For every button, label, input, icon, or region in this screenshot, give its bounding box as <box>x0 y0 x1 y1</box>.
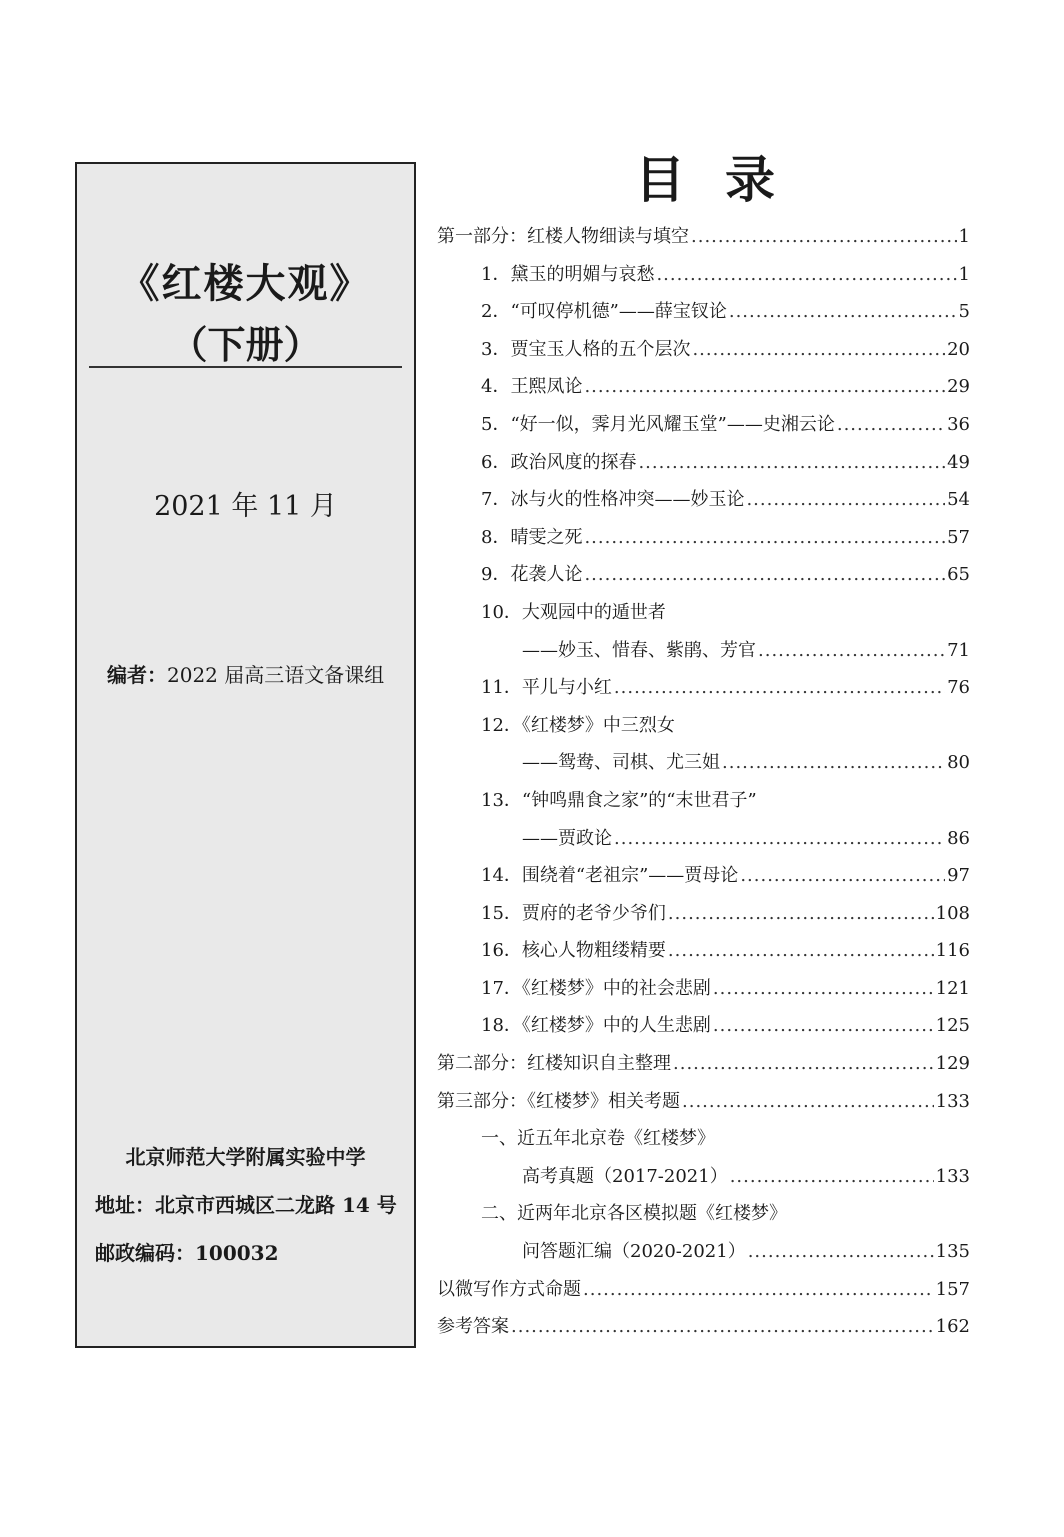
toc-entry-text: 4．王熙凤论 <box>481 376 583 398</box>
toc-entry <box>437 1120 970 1158</box>
toc-entry <box>437 556 970 594</box>
toc-page-number: 57 <box>947 526 970 548</box>
toc-page-number: 116 <box>935 940 970 962</box>
toc-page-number: 5 <box>958 301 970 323</box>
toc-leader-dots <box>614 669 945 707</box>
toc-entry <box>437 1083 970 1121</box>
address: 地址：北京市西城区二龙路 14 号 <box>95 1193 397 1217</box>
toc-entry <box>437 218 970 256</box>
toc-page-number: 86 <box>947 827 970 849</box>
toc-entry-text: ——鸳鸯、司棋、尤三姐 <box>522 752 720 774</box>
editor-value: 2022 届高三语文备课组 <box>167 663 385 687</box>
toc-entry-text: 2．“可叹停机德”——薛宝钗论 <box>481 301 727 323</box>
toc-entry-text: 15．贾府的老爷少爷们 <box>481 902 666 924</box>
toc-page-number: 162 <box>935 1316 970 1338</box>
toc-entry-text: 17．《红楼梦》中的社会悲剧 <box>481 977 711 999</box>
toc-page-number: 135 <box>935 1241 970 1263</box>
toc-title: 目录 <box>635 150 815 209</box>
toc-entry <box>437 669 970 707</box>
toc-page-number: 129 <box>935 1053 970 1075</box>
toc-leader-dots <box>722 744 945 782</box>
toc-entry-text: 9．花袭人论 <box>481 564 583 586</box>
toc-page-number: 108 <box>935 902 970 924</box>
toc-entry-text: 以微写作方式命题 <box>437 1278 581 1300</box>
toc-entry <box>437 331 970 369</box>
book-title: 《红楼大观》 <box>119 260 372 307</box>
toc-page-number: 71 <box>947 639 970 661</box>
toc-entry-text: 10．大观园中的遁世者 <box>481 601 666 623</box>
toc-page-number: 36 <box>947 413 970 435</box>
toc-page-number: 49 <box>947 451 970 473</box>
toc-page-number: 29 <box>947 376 970 398</box>
school-name: 北京师范大学附属实验中学 <box>125 1145 366 1169</box>
postcode: 邮政编码：100032 <box>95 1241 279 1265</box>
toc-leader-dots <box>584 519 945 557</box>
editor-line <box>107 659 384 688</box>
toc-entry-text: 第二部分：红楼知识自主整理 <box>437 1053 671 1075</box>
toc-entry <box>437 368 970 406</box>
toc-entry <box>437 594 970 632</box>
toc-entry <box>437 1271 970 1309</box>
toc-entry <box>437 895 970 933</box>
toc-leader-dots <box>638 444 945 482</box>
toc-entry <box>437 632 970 670</box>
toc-entry-text: 12．《红楼梦》中三烈女 <box>481 714 675 736</box>
toc-entry-text: 11．平儿与小红 <box>481 677 612 699</box>
toc-page-number: 133 <box>935 1165 970 1187</box>
toc-entry <box>437 406 970 444</box>
toc-leader-dots <box>614 820 945 858</box>
toc-entry-text: 一、近五年北京卷《红楼梦》 <box>481 1128 715 1150</box>
toc-page-number: 76 <box>947 677 970 699</box>
toc-page-number: 1 <box>958 263 970 285</box>
toc-leader-dots <box>729 293 957 331</box>
toc-page-number: 157 <box>935 1278 970 1300</box>
toc-list <box>437 218 970 1346</box>
toc-entry-text: 3．贾宝玉人格的五个层次 <box>481 338 691 360</box>
toc-leader-dots <box>511 1308 934 1346</box>
toc-entry-text: 第一部分：红楼人物细读与填空 <box>437 226 689 247</box>
toc-page-number: 1 <box>958 226 970 247</box>
toc-page-number: 80 <box>947 752 970 774</box>
toc-entry <box>437 444 970 482</box>
toc-leader-dots <box>668 895 934 933</box>
toc-entry-text: 14．围绕着“老祖宗”——贾母论 <box>481 865 739 887</box>
cover-panel <box>75 162 416 1348</box>
toc-page-number: 20 <box>947 338 970 360</box>
toc-entry-text: 第三部分：《红楼梦》相关考题 <box>437 1090 680 1112</box>
toc-entry-text: ——贾政论 <box>522 827 612 849</box>
toc-entry <box>437 1195 970 1233</box>
toc-leader-dots <box>668 932 934 970</box>
toc-leader-dots <box>758 632 945 670</box>
toc-entry <box>437 293 970 331</box>
toc-entry <box>437 1308 970 1346</box>
toc-entry-text: 16．核心人物粗缕精要 <box>481 940 666 962</box>
toc-entry-text: 高考真题（2017-2021） <box>522 1165 728 1187</box>
toc-entry <box>437 1233 970 1271</box>
toc-entry-text: 13．“钟鸣鼎食之家”的“末世君子” <box>481 789 757 811</box>
toc-leader-dots <box>837 406 945 444</box>
toc-entry <box>437 820 970 858</box>
toc-leader-dots <box>713 970 934 1008</box>
toc-page-number: 125 <box>935 1015 970 1037</box>
toc-entry-text: 问答题汇编（2020-2021） <box>522 1241 746 1263</box>
publication-date: 2021 年 11 月 <box>154 491 337 522</box>
editor-label: 编者： <box>107 663 167 687</box>
toc-entry <box>437 932 970 970</box>
toc-leader-dots <box>584 556 945 594</box>
toc-entry-text: ——妙玉、惜春、紫鹃、芳官 <box>522 639 756 661</box>
toc-page-number: 133 <box>935 1090 970 1112</box>
toc-entry <box>437 1007 970 1045</box>
toc-entry <box>437 857 970 895</box>
toc-entry-text: 1．黛玉的明媚与哀愁 <box>481 263 655 285</box>
toc-entry-text: 8．晴雯之死 <box>481 526 583 548</box>
toc-entry <box>437 519 970 557</box>
toc-leader-dots <box>713 1007 934 1045</box>
toc-entry <box>437 707 970 745</box>
toc-page-number: 65 <box>947 564 970 586</box>
toc-entry <box>437 256 970 294</box>
toc-leader-dots <box>748 1233 934 1271</box>
toc-entry <box>437 970 970 1008</box>
volume-label: （下册） <box>169 322 322 367</box>
divider <box>89 366 402 368</box>
toc-leader-dots <box>583 1271 934 1309</box>
toc-entry-text: 二、近两年北京各区模拟题《红楼梦》 <box>481 1203 787 1225</box>
toc-leader-dots <box>584 368 945 406</box>
toc-entry-text: 18．《红楼梦》中的人生悲剧 <box>481 1015 711 1037</box>
toc-leader-dots <box>682 1083 934 1121</box>
toc-entry <box>437 481 970 519</box>
toc-entry <box>437 782 970 820</box>
toc-leader-dots <box>740 857 945 895</box>
toc-page-number: 54 <box>947 489 970 511</box>
toc-page-number: 121 <box>935 977 970 999</box>
toc-leader-dots <box>730 1158 934 1196</box>
toc-leader-dots <box>656 256 956 294</box>
toc-entry-text: 7．冰与火的性格冲突——妙玉论 <box>481 489 745 511</box>
toc-entry <box>437 1045 970 1083</box>
toc-entry-text: 6．政治风度的探春 <box>481 451 637 473</box>
toc-leader-dots <box>746 481 945 519</box>
toc-entry <box>437 744 970 782</box>
toc-page-number: 97 <box>947 865 970 887</box>
toc-entry <box>437 1158 970 1196</box>
toc-leader-dots <box>691 218 957 256</box>
toc-entry-text: 5．“好一似，霁月光风耀玉堂”——史湘云论 <box>481 413 835 435</box>
toc-leader-dots <box>673 1045 934 1083</box>
toc-leader-dots <box>692 331 945 369</box>
toc-entry-text: 参考答案 <box>437 1316 509 1338</box>
